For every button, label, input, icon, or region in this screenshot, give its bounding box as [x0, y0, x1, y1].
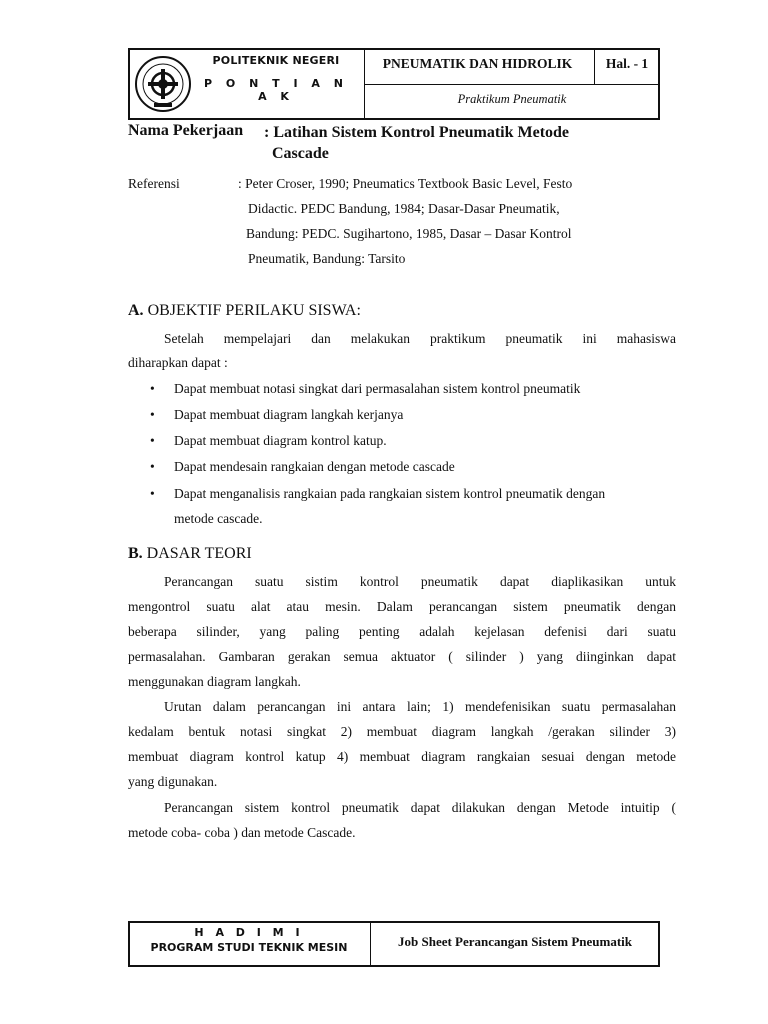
paragraph-line: Urutan dalam perancangan ini antara lain; 1) mendefenisikan suatu permasalahan	[164, 699, 676, 714]
bullet-icon: •	[150, 459, 155, 474]
paragraph-line: metode coba- coba ) dan metode Cascade.	[128, 825, 356, 840]
job-name-line-1: : Latihan Sistem Kontrol Pneumatik Metode	[264, 124, 570, 141]
list-item: Dapat membuat diagram langkah kerjanya	[174, 407, 404, 422]
header-row-divider	[364, 84, 658, 85]
list-item: Dapat menganalisis rangkaian pada rangkaian sistem kontrol pneumatik dengan	[174, 486, 606, 501]
reference-label: Referensi	[128, 176, 180, 191]
section-a-letter: A.	[128, 302, 144, 319]
section-b-title: DASAR TEORI	[146, 545, 252, 562]
institution-name: POLITEKNIK NEGERI	[212, 54, 340, 67]
paragraph-line: beberapa silinder, yang paling penting adalah kejelasan defenisi dari suatu	[128, 624, 676, 639]
list-item: Dapat mendesain rangkaian dengan metode cascade	[174, 459, 455, 474]
polnep-seal-icon	[134, 55, 192, 113]
paragraph-line: Perancangan suatu sistim kontrol pneumatik dapat diaplikasikan untuk	[164, 574, 676, 589]
bullet-icon: •	[150, 381, 155, 396]
bullet-icon: •	[150, 433, 155, 448]
job-name-line-2: Cascade	[272, 145, 329, 162]
job-name-label: Nama Pekerjaan	[128, 122, 244, 139]
list-item: Dapat membuat notasi singkat dari permasalahan sistem kontrol pneumatik	[174, 381, 581, 396]
reference-line: Pneumatik, Bandung: Tarsito	[248, 251, 406, 266]
paragraph-line: menggunakan diagram langkah.	[128, 674, 301, 689]
job-name-value	[264, 122, 664, 164]
footer-doc-title: Job Sheet Perancangan Sistem Pneumatik	[398, 934, 632, 949]
paragraph-line: permasalahan. Gambaran gerakan semua aktuator ( silinder ) yang diinginkan dapat	[128, 649, 676, 664]
subject-title: PNEUMATIK DAN HIDROLIK	[382, 56, 573, 71]
author-name: H A D I M I	[194, 926, 304, 939]
reference-line: Didactic. PEDC Bandung, 1984; Dasar-Dasar Pneumatik,	[248, 201, 560, 216]
section-a-title: OBJEKTIF PERILAKU SISWA:	[147, 302, 361, 319]
institution-city: P O N T I A N A K	[204, 77, 348, 103]
paragraph-line: membuat diagram kontrol katup 4) membuat diagram rangkaian sesuai dengan metode	[128, 749, 676, 764]
paragraph-line: yang digunakan.	[128, 774, 218, 789]
reference-line: : Peter Croser, 1990; Pneumatics Textbook Basic Level, Festo	[238, 176, 573, 191]
section-b-heading	[128, 545, 252, 563]
reference-line: Bandung: PEDC. Sugihartono, 1985, Dasar – Dasar Kontrol	[246, 226, 572, 241]
study-program: PROGRAM STUDI TEKNIK MESIN	[150, 941, 348, 954]
bullet-icon: •	[150, 486, 155, 501]
page-number: Hal. - 1	[605, 56, 649, 71]
section-a-intro-line: diharapkan dapat :	[128, 355, 228, 370]
document-subtitle: Praktikum Pneumatik	[457, 92, 567, 106]
bullet-icon: •	[150, 407, 155, 422]
list-item-continuation: metode cascade.	[174, 511, 263, 526]
paragraph-line: Perancangan sistem kontrol pneumatik dapat dilakukan dengan Metode intuitip (	[164, 800, 676, 815]
paragraph-line: mengontrol suatu alat atau mesin. Dalam perancangan sistem pneumatik dengan	[128, 599, 676, 614]
section-a-intro-line: Setelah mempelajari dan melakukan praktikum pneumatik ini mahasiswa	[164, 331, 676, 346]
list-item: Dapat membuat diagram kontrol katup.	[174, 433, 387, 448]
paragraph-line: kedalam bentuk notasi singkat 2) membuat diagram langkah /gerakan silinder 3)	[128, 724, 676, 739]
section-b-letter: B.	[128, 545, 143, 562]
section-a-heading	[128, 302, 361, 320]
